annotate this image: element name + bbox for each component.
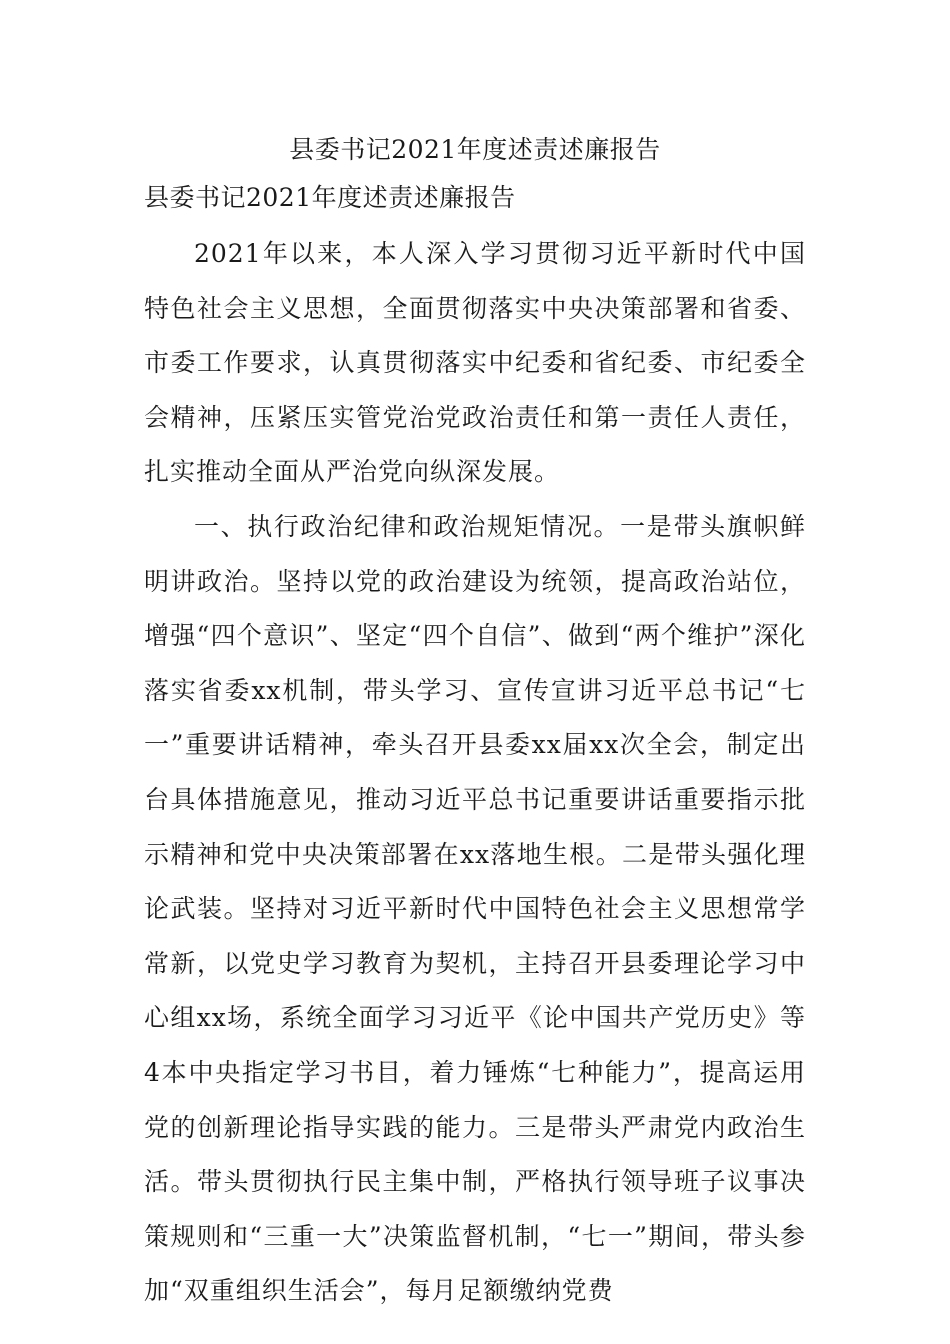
- paragraph-intro: 2021年以来，本人深入学习贯彻习近平新时代中国特色社会主义思想，全面贯彻落实中央决策部署和省委、市委工作要求，认真贯彻落实中纪委和省纪委、市纪委全会精神，压紧压实管党治党政治责任和第一责任人责任，扎实推动全面从严治党向纵深发展。: [144, 239, 806, 487]
- document-body: [144, 227, 806, 1319]
- document-title: 县委书记2021年度述责述廉报告: [289, 135, 661, 164]
- document-subtitle: 县委书记2021年度述责述廉报告: [144, 183, 516, 212]
- paragraph-political-discipline: 一、执行政治纪律和政治规矩情况。一是带头旗帜鲜明讲政治。坚持以党的政治建设为统领，提高政治站位，增强“四个意识”、坚定“四个自信”、做到“两个维护”深化落实省委xx机制，带头学习、宣传宣讲习近平总书记“七一”重要讲话精神，牵头召开县委xx届xx次全会，制定出台具体措施意见，推动习近平总书记重要讲话重要指示批示精神和党中央决策部署在xx落地生根。二是带头强化理论武装。坚持对习近平新时代中国特色社会主义思想常学常新，以党史学习教育为契机，主持召开县委理论学习中心组xx场，系统全面学习习近平《论中国共产党历史》等4本中央指定学习书目，着力锤炼“七种能力”，提高运用党的创新理论指导实践的能力。三是带头严肃党内政治生活。带头贯彻执行民主集中制，严格执行领导班子议事决策规则和“三重一大”决策监督机制，“七一”期间，带头参加“双重组织生活会”，每月足额缴纳党费: [144, 511, 806, 1306]
